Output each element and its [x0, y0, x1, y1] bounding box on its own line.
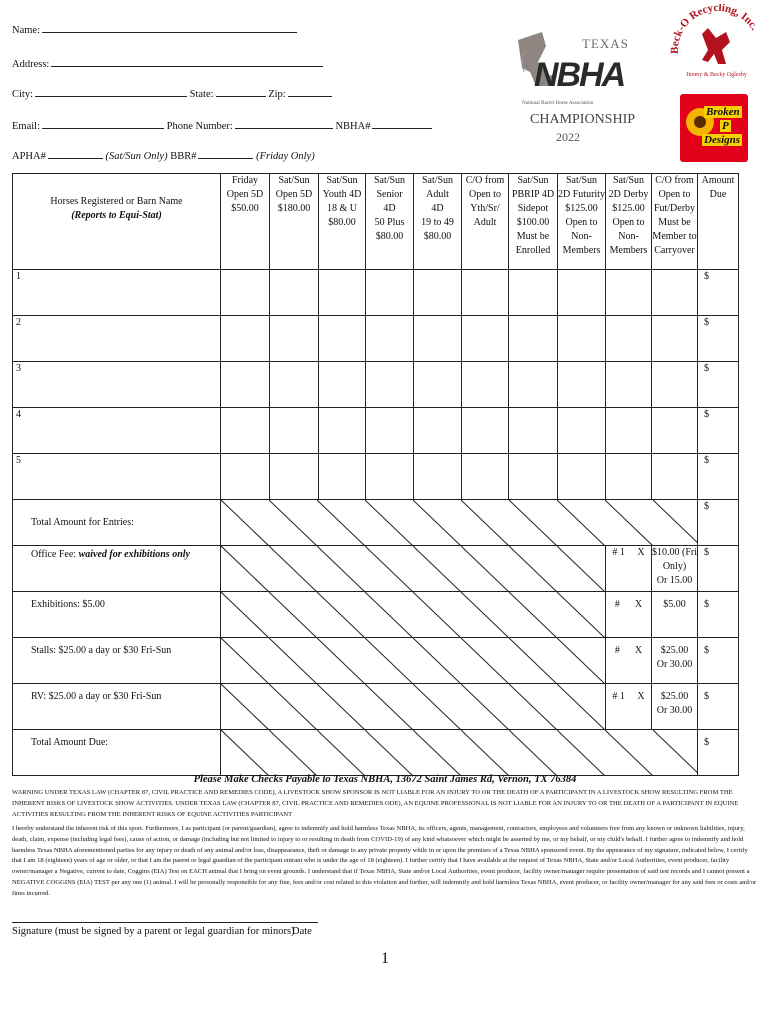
diagonal-hatch [221, 592, 605, 637]
diagonal-hatch [221, 546, 605, 591]
table-row[interactable] [13, 408, 739, 454]
diagonal-hatch [221, 684, 605, 729]
entry-table [12, 173, 739, 776]
col-friday-open5d [221, 174, 270, 270]
city-field[interactable] [12, 86, 332, 100]
column-header-line: Enrolled [515, 245, 551, 256]
state-label: State: [189, 89, 214, 100]
column-header-line: 2D Derby [608, 189, 649, 200]
column-header-line: $80.00 [328, 217, 356, 228]
amount-cell[interactable]: $ [698, 638, 739, 684]
column-header-line: Must be [658, 217, 691, 228]
bbr-label: BBR# [170, 151, 197, 162]
warning-text: WARNING UNDER TEXAS LAW (CHAPTER 87, CIVIL PRACTICE AND REMEDIES CODE), A LIVESTOCK SHOW SPONSOR IS NOT LIABLE FOR AN INJURY TO OR THE DEATH OF A PARTICIPANT IN A LIVESTOCK SHOW RESULTING FROM THE INHERENT RISKS OF LIVESTOCK SHOW ACTIVITIES. UNDER TEXAS LAW (CHAPTER 87, CIVIL PRACTICE AND REMEDIES ODE), AN EQUINE PROFESSIONAL IS NOT LIABLE FOR AN INJURY TO OR THE DEATH OF A PARTICIPANT IN EQUINE ACTIVITIES RESULTING FROM THE INHERENT RISKS OF EQUINE ACTIVITIES PARTICIPANT [12, 789, 739, 818]
championship: CHAMPIONSHIP [530, 112, 636, 127]
broken-p-logo [680, 94, 748, 162]
beck-o-logo [668, 4, 764, 86]
broken-line1: Broken [706, 106, 740, 118]
name-field[interactable] [12, 22, 297, 36]
col-adult4d [414, 174, 462, 270]
rv-x: X [637, 691, 645, 702]
exhibitions-row [13, 592, 739, 638]
stalls-label: Stalls: $25.00 a day or $30 Fri-Sun [13, 638, 221, 684]
column-header-line: Sat/Sun [612, 175, 645, 186]
table-row[interactable] [13, 362, 739, 408]
column-header-line: Sidepot [517, 203, 549, 214]
nbha-mark: NBHA [534, 56, 625, 94]
amount-cell[interactable]: $ [698, 500, 739, 546]
column-header-line: $125.00 [612, 203, 645, 214]
column-header-line: Open 5D [275, 189, 313, 200]
row-number: 3 [13, 362, 221, 408]
diagonal-hatch [221, 500, 697, 545]
amount-cell[interactable]: $ [698, 592, 739, 638]
column-header-line: Open to [469, 189, 501, 200]
broken-line3: Designs [704, 134, 741, 146]
nbha-assoc: National Barrel Horse Association [522, 100, 594, 106]
column-header-line: 4D [431, 203, 444, 214]
table-row[interactable] [13, 454, 739, 500]
office-price-3: Or 15.00 [656, 575, 693, 586]
amount-cell[interactable]: $ [698, 316, 739, 362]
col-amount-due [698, 174, 739, 270]
amount-cell[interactable]: $ [698, 408, 739, 454]
signature-label: Signature (must be signed by a parent or legal guardian for minors) [12, 926, 295, 937]
column-header-line: 2D Futurity [558, 189, 605, 200]
email-label: Email: [12, 121, 40, 132]
exh-count[interactable] [606, 592, 652, 638]
column-header-line: Yth/Sr/ [470, 203, 500, 214]
header-row [13, 174, 739, 270]
amount-cell[interactable]: $ [698, 684, 739, 730]
exhibitions-label: Exhibitions: $5.00 [13, 592, 221, 638]
column-header-line: Sat/Sun [517, 175, 549, 186]
column-header-line: Carryover [654, 245, 695, 256]
column-header-line: C/O from [465, 175, 505, 186]
nbha-label: NBHA# [335, 121, 371, 132]
broken-line2: P [722, 120, 729, 132]
zip-label: Zip: [268, 89, 286, 100]
column-header-line: Amount [701, 175, 735, 186]
column-header-line: $100.00 [516, 217, 550, 228]
nbha-logo [512, 28, 636, 154]
col-futurity [558, 174, 606, 270]
column-header-line: Fut/Derby [653, 203, 696, 214]
office-price [652, 546, 698, 592]
column-header-line: $50.00 [231, 203, 259, 214]
office-fee-row [13, 546, 739, 592]
amount-cell[interactable]: $ [698, 454, 739, 500]
column-header-line: C/O from [655, 175, 694, 186]
horse-header [13, 174, 221, 270]
column-header-line: Adult [473, 217, 497, 228]
year: 2022 [556, 130, 580, 144]
stall-price-2: Or 30.00 [656, 659, 693, 670]
column-header-line: Sat/Sun [373, 175, 406, 186]
stall-count[interactable] [606, 638, 652, 684]
table-row[interactable] [13, 270, 739, 316]
column-header-line: Adult [426, 189, 449, 200]
col-youth4d [319, 174, 366, 270]
amount-cell[interactable]: $ [698, 270, 739, 316]
diagonal-hatch [221, 730, 697, 775]
column-header-line: Non- [571, 231, 592, 242]
column-header-line: Open to [658, 189, 691, 200]
column-header-line: 19 to 49 [421, 217, 454, 228]
column-header-line: Open to [565, 217, 598, 228]
column-header-line: Must be [516, 231, 550, 242]
column-header-line: $180.00 [277, 203, 311, 214]
col-co-open [462, 174, 509, 270]
signature-line[interactable] [12, 912, 318, 926]
apha-note: (Sat/Sun Only) [105, 151, 168, 162]
office-fee-note: waived for exhibitions only [78, 549, 190, 560]
amount-cell[interactable]: $ [698, 362, 739, 408]
apha-label: APHA# [12, 151, 46, 162]
office-x: X [637, 547, 645, 558]
exh-price: $5.00 [652, 592, 698, 638]
checks-payable: Please Make Checks Payable to Texas NBHA, 13672 Saint James Rd, Vernon, TX 76384 [193, 774, 577, 785]
col-co-fut [652, 174, 698, 270]
sunflower-icon [680, 94, 748, 162]
hatched-area [221, 730, 698, 776]
column-header-line: PBRIP 4D [511, 189, 555, 200]
rv-price [652, 684, 698, 730]
page-number: 1 [381, 950, 389, 967]
beck-owners: Jimmy & Becky Oglesby [686, 72, 747, 78]
column-header-line: Friday [231, 175, 259, 186]
nbha-state: TEXAS [582, 36, 629, 51]
exh-count-text: # [614, 599, 620, 610]
hatched-area [221, 684, 606, 730]
apha-field[interactable] [12, 148, 315, 162]
column-header-line: Open 5D [226, 189, 264, 200]
column-header-line: Member to [652, 231, 697, 242]
stalls-row [13, 638, 739, 684]
horse-header-line2: (Reports to Equi-Stat) [71, 209, 162, 221]
column-header-line: Sat/Sun [326, 175, 358, 186]
rv-label: RV: $25.00 a day or $30 Fri-Sun [13, 684, 221, 730]
diagonal-hatch [221, 638, 605, 683]
date-label: Date [292, 926, 312, 937]
svg-text:Beck-O Recycling, Inc.: Beck-O Recycling, Inc. [668, 4, 761, 55]
hatched-area [221, 546, 606, 592]
office-count[interactable] [606, 546, 652, 592]
row-number: 4 [13, 408, 221, 454]
stall-x: X [634, 645, 643, 656]
address-field[interactable] [12, 56, 323, 70]
column-header-line: Members [562, 245, 601, 256]
column-header-line: Non- [618, 231, 639, 242]
rv-count[interactable] [606, 684, 652, 730]
rv-count-text: # 1 [612, 691, 625, 702]
address-label: Address: [12, 59, 50, 70]
col-senior4d [366, 174, 414, 270]
amount-cell[interactable]: $ [698, 730, 739, 776]
total-entries-row [13, 500, 739, 546]
row-number: 5 [13, 454, 221, 500]
hatched-area [221, 500, 698, 546]
column-header-line: $80.00 [423, 231, 452, 242]
office-fee-text: Office Fee: [31, 549, 77, 560]
hatched-area [221, 638, 606, 684]
col-pbrip [509, 174, 558, 270]
column-header-line: Sat/Sun [565, 175, 598, 186]
total-due-label: Total Amount Due: [13, 730, 221, 776]
bbr-note: (Friday Only) [256, 151, 315, 162]
column-header-line: Open to [612, 217, 645, 228]
column-header-line: Sat/Sun [278, 175, 310, 186]
column-header-line: 4D [383, 203, 396, 214]
city-label: City: [12, 89, 34, 100]
exh-x: X [634, 599, 643, 610]
stall-price [652, 638, 698, 684]
office-count-text: # 1 [612, 547, 625, 558]
column-header-line: Sat/Sun [421, 175, 454, 186]
name-label: Name: [12, 25, 40, 36]
row-number: 1 [13, 270, 221, 316]
column-header-line: Youth 4D [322, 189, 362, 200]
column-header-line: $125.00 [565, 203, 598, 214]
phone-label: Phone Number: [166, 121, 233, 132]
hatched-area [221, 592, 606, 638]
horse-header-line1: Horses Registered or Barn Name [50, 195, 183, 207]
column-header-line: Due [709, 189, 727, 200]
col-open5d [270, 174, 319, 270]
column-header-line: Members [609, 245, 648, 256]
table-row[interactable] [13, 316, 739, 362]
column-header-line: 50 Plus [374, 217, 405, 228]
office-price-2: Only) [662, 561, 687, 572]
amount-cell[interactable]: $ [698, 546, 739, 592]
column-header-line: Senior [376, 189, 403, 200]
release-text: I hereby understand the inherent risk of this sport. Furthermore, I as participant (or parent/guardian), agree to indemnify and hold harmless Texas NBHA, its officers, agents, management, contractors, employees and volunteers free from any known or unknown liabilities, injury, death, claim, expense (including legal fees), cause of action, or damage (including but not limited to injury to or resulting in death from COVID-19) of any kind whatsoever which might be asserted by me, or my behalf, or my child's behalf. I further agree to indemnify and hold harmless Texas NBHA aforementioned parties for any injury or death of any animal and/or loss, disappearance, theft or damage to any private property while in or upon the premises of a Texas NBHA sponsored event. By the appearance of my signature, indicated below, I certify that I am 18 (eighteen) years of age or older, or that I am the parent or legal guardian of the participant entrant who is under the age of 18 (eighteen). I further certify that I have available at the request of Texas NBHA, State and/or Local Authorities, event producer, facility owner/manager a Negative, current to date, Coggins (EIA) Test on EACH animal that I bring on event grounds. I understand that if Texas NBHA, State and/or Local Authorities, event producer, facility owner/manager require presentation of said test records and I cannot present a NEGATIVE COGGINS (EIA) TEST per any one (1) animal. I will be personally responsible for any fine, fees and/or cost related to this violation and further, will indemnify and hold harmless Texas NBHA, event producer, or facility owner/manager for any said fees or costs and/or fines incurred. [12, 825, 757, 897]
column-header-line: 18 & U [327, 203, 357, 214]
rv-row [13, 684, 739, 730]
column-header-line: $80.00 [375, 231, 404, 242]
total-due-row [13, 730, 739, 776]
office-price-1: $10.00 (Fri [652, 547, 697, 558]
stall-price-1: $25.00 [660, 645, 689, 656]
stall-count-text: # [614, 645, 620, 656]
office-fee-label [13, 546, 221, 592]
row-number: 2 [13, 316, 221, 362]
rv-price-1: $25.00 [660, 691, 689, 702]
rv-price-2: Or 30.00 [656, 705, 693, 716]
email-field[interactable] [12, 118, 432, 132]
col-derby [606, 174, 652, 270]
total-entries-label: Total Amount for Entries: [13, 500, 221, 546]
